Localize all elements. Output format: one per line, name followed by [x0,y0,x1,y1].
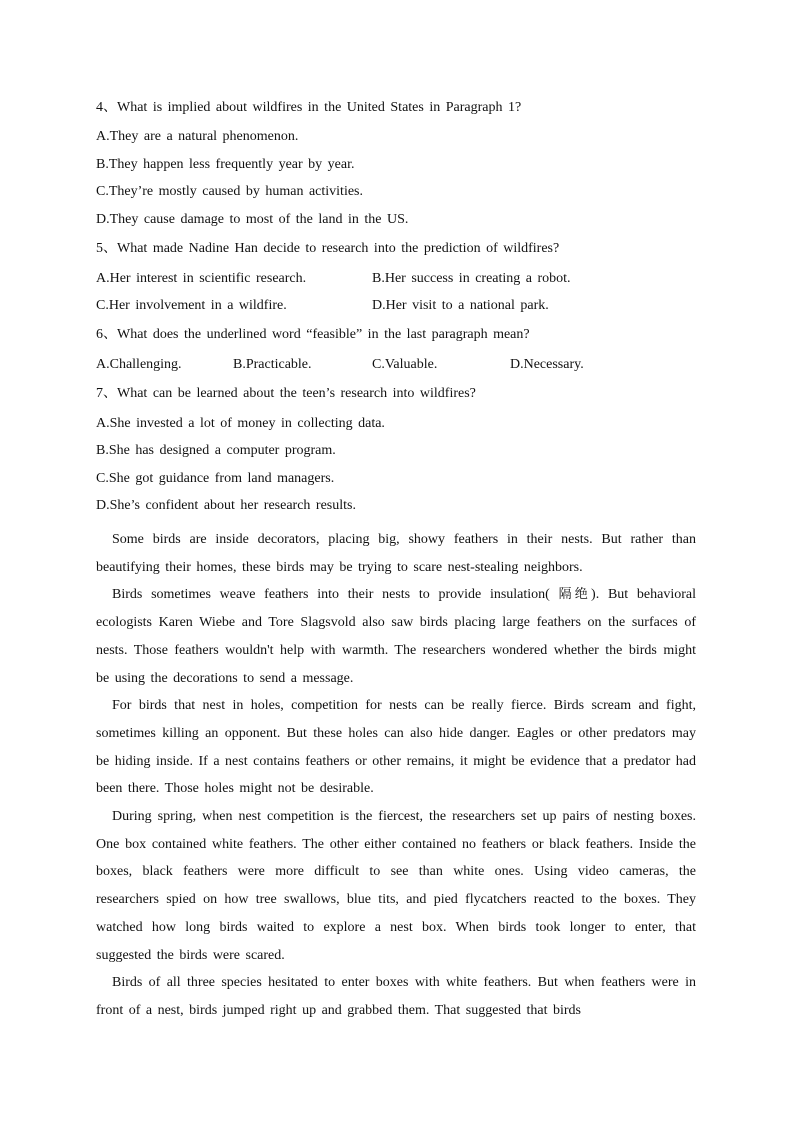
question-6-option-c: C.Valuable. [372,357,438,372]
question-6-option-d: D.Necessary. [510,357,584,372]
question-7-option-b: B.She has designed a computer program. [96,443,336,458]
question-7-option-a: A.She invested a lot of money in collecting data. [96,416,385,431]
question-7-option-d: D.She’s confident about her research results. [96,498,356,513]
question-5-stem: 5、What made Nadine Han decide to research into the prediction of wildfires? [96,241,560,256]
question-4-option-d: D.They cause damage to most of the land in the US. [96,212,409,227]
reading-passage [96,526,696,1025]
question-4-option-b: B.They happen less frequently year by year. [96,157,355,172]
question-6-stem: 6、What does the underlined word “feasible” in the last paragraph mean? [96,327,530,342]
passage-paragraph-2-rest: ). But behavioral ecologists Karen Wiebe and Tore Slagsvold also saw birds placing large feathers on the surfaces of nests. Those feathers wouldn't help with warmth. The researchers wondered whether the birds might be using the decorations to send a message. [96,587,696,686]
question-5-option-a: A.Her interest in scientific research. [96,271,307,286]
question-6-option-a: A.Challenging. [96,357,182,372]
passage-paragraph-4: During spring, when nest competition is the fiercest, the researchers set up pairs of nesting boxes. One box contained white feathers. The other either contained no feathers or black feathers. Inside the boxes, black feathers were more difficult to see than white ones. Using video cameras, the researchers spied on how tree swallows, blue tits, and pied flycatchers reacted to the boxes. They watched how long birds waited to explore a nest box. When birds took longer to enter, that suggested the birds were scared. [96,809,696,963]
passage-paragraph-2-start: Birds sometimes weave feathers into their nests to provide insulation( [112,587,550,603]
chinese-gloss: 隔绝 [558,587,592,603]
question-6-option-b: B.Practicable. [233,357,312,372]
question-4-option-a: A.They are a natural phenomenon. [96,129,299,144]
passage-paragraph-5: Birds of all three species hesitated to enter boxes with white feathers. But when feathers were in front of a nest, birds jumped right up and grabbed them. That suggested that birds [96,975,696,1018]
question-5-option-b: B.Her success in creating a robot. [372,271,571,286]
question-5-option-c: C.Her involvement in a wildfire. [96,298,287,313]
passage-paragraph-3: For birds that nest in holes, competition for nests can be really fierce. Birds scream and fight, sometimes killing an opponent. But these holes can also hide danger. Eagles or other predators may be hiding inside. If a nest contains feathers or other remains, it might be evidence that a predator had been there. Those holes might not be desirable. [96,698,696,797]
question-7-option-c: C.She got guidance from land managers. [96,471,335,486]
question-5-option-d: D.Her visit to a national park. [372,298,549,313]
passage-paragraph-1: Some birds are inside decorators, placing big, showy feathers in their nests. But rather than beautifying their homes, these birds may be trying to scare nest-stealing neighbors. [96,532,696,575]
question-4-stem: 4、What is implied about wildfires in the United States in Paragraph 1? [96,100,522,115]
question-4-option-c: C.They’re mostly caused by human activities. [96,184,363,199]
question-7-stem: 7、What can be learned about the teen’s research into wildfires? [96,386,476,401]
passage-paragraph-2 [96,581,696,692]
